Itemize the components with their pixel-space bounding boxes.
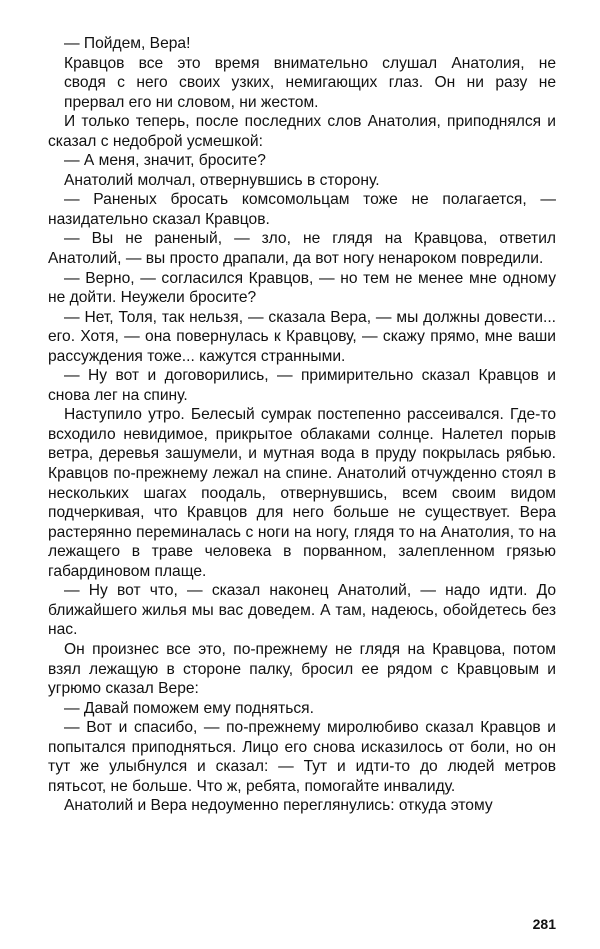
paragraph: [48, 54, 556, 113]
paragraph: — Нет, Толя, так нельзя, — сказала Вера, — мы должны довести... его. Хотя, — она повернулась к Кравцову, — скажу прямо, мне ваши рассуждения тоже... кажутся странными.: [48, 308, 556, 365]
paragraph: — Ну вот что, — сказал наконец Анатолий, — надо идти. До ближайшего жилья мы вас доведем. А там, надеюсь, обойдетесь без нас.: [48, 582, 556, 639]
paragraph: — Вот и спасибо, — по-прежнему миролюбиво сказал Кравцов и попытался приподняться. Лицо его снова исказилось от боли, но он тут же улыбнулся и сказал: — Тут и идти-то до людей метров пятьсот, не больше. Что ж, ребята, помогайте инвалиду.: [48, 719, 556, 795]
text-line: сводя с него своих узких, немигающих глаз. Он ни разу не: [64, 74, 556, 92]
paragraph: Анатолий молчал, отвернувшись в сторону.: [64, 171, 380, 189]
page-text: [48, 34, 556, 816]
paragraph: И только теперь, после последних слов Анатолия, приподнялся и сказал с недоброй усмешкой:: [48, 113, 556, 150]
paragraph: — Вы не раненый, — зло, не глядя на Кравцова, ответил Анатолий, — вы просто драпали, да вот ногу ненароком повредили.: [48, 230, 556, 268]
text-line: прервал его ни словом, ни жестом.: [64, 93, 319, 111]
paragraph: Анатолий и Вера недоуменно переглянулись: откуда этому: [64, 797, 493, 815]
paragraph: — Верно, — согласился Кравцов, — но тем не менее мне одному не дойти. Неужели бросите?: [48, 269, 556, 307]
paragraph: Он произнес все это, по-прежнему не глядя на Кравцова, потом взял лежащую в стороне палку, бросил ее рядом с Кравцовым и угрюмо сказал Вере:: [48, 640, 556, 698]
paragraph: — Ну вот и договорились, — примирительно сказал Кравцов и снова лег на спину.: [48, 367, 556, 404]
text-line: Кравцов все это время внимательно слушал Анатолия, не: [64, 54, 556, 72]
text-line: — Пойдем, Вера!: [64, 35, 191, 52]
page-number: 281: [532, 916, 556, 932]
paragraph: — Давай поможем ему подняться.: [64, 699, 314, 717]
paragraph: [48, 34, 556, 54]
paragraph: — Раненых бросать комсомольцам тоже не полагается, — назидательно сказал Кравцов.: [48, 191, 556, 228]
paragraph: Наступило утро. Белесый сумрак постепенно рассеивался. Где-то всходило невидимое, прикрытое облаками солнце. Налетел порыв ветра, деревья зашумели, и мутная вода в пруду покрылась рябью. Кравцов по-прежнему лежал на спине. Анатолий отчужденно стоял в нескольких шагах поодаль, отвернувшись, всем своим видом подчеркивая, что Кравцов для него больше не существует. Вера растерянно переминалась с ноги на ногу, глядя то на Анатолия, то на лежащего в траве человека в порванном, залепленном грязью габардиновом плаще.: [48, 406, 556, 580]
paragraph: — А меня, значит, бросите?: [64, 152, 266, 170]
